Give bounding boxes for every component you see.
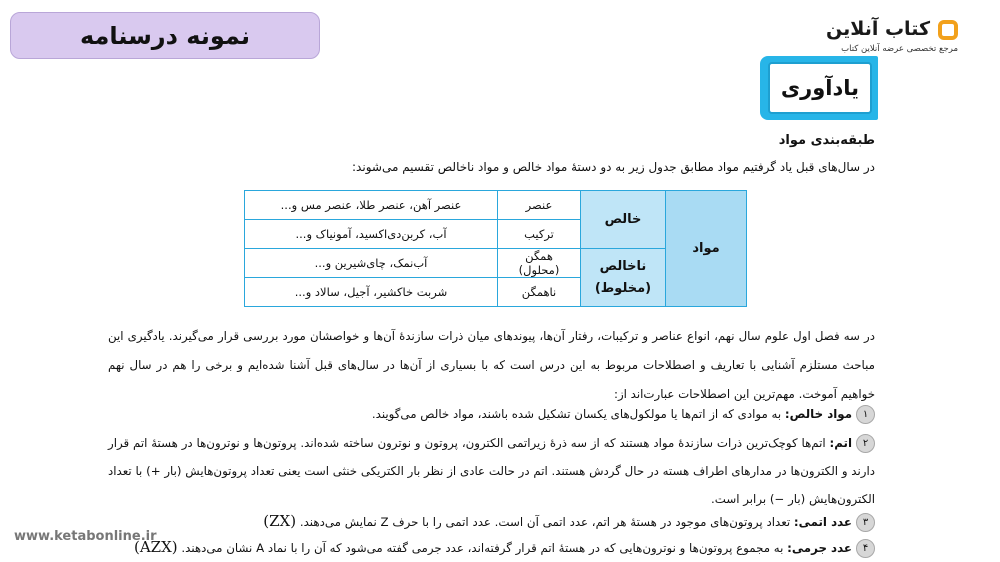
atomic-number-formula: (ZX) bbox=[263, 512, 297, 530]
intro-text: در سال‌های قبل یاد گرفتیم مواد مطابق جدول زیر به دو دستهٔ مواد خالص و مواد ناخالص تقسیم می‌شوند: bbox=[352, 160, 875, 174]
list-item bbox=[372, 405, 875, 424]
list-item bbox=[108, 429, 875, 513]
brand-tagline: مرجع تخصصی عرضه آنلاین کتاب bbox=[841, 44, 958, 54]
item-number: ۱ bbox=[856, 405, 875, 424]
table-cell-example: شربت خاکشیر، آجیل، سالاد و... bbox=[245, 278, 498, 307]
table-impure-label: ناخالص bbox=[599, 258, 647, 274]
intro-paragraph bbox=[108, 322, 875, 409]
table-cell-example: آب‌نمک، چای‌شیرین و... bbox=[245, 249, 498, 278]
list-item bbox=[134, 538, 875, 558]
table-cell-example: آب، کربن‌دی‌اکسید، آمونیاک و... bbox=[245, 220, 498, 249]
item-term: عدد جرمی: bbox=[787, 541, 852, 555]
item-text: تعداد پروتون‌های موجود در هستهٔ هر اتم، عدد اتمی آن است. عدد اتمی را با حرف Z نمایش می‌دهند. bbox=[299, 515, 794, 529]
table-cell-type: همگن (محلول) bbox=[498, 249, 581, 278]
table-root: مواد bbox=[666, 191, 747, 307]
mass-number-formula: (AZX) bbox=[133, 538, 178, 556]
table-cell-example: عنصر آهن، عنصر طلا، عنصر مس و... bbox=[245, 191, 498, 220]
table-impure-sublabel: (مخلوط) bbox=[594, 280, 652, 296]
classification-table bbox=[244, 190, 747, 307]
table-cell-type: عنصر bbox=[498, 191, 581, 220]
table-cell-type: ناهمگن bbox=[498, 278, 581, 307]
item-text: به موادی که از اتم‌ها یا مولکول‌های یکسان تشکیل شده باشند، مواد خالص می‌گویند. bbox=[371, 407, 785, 421]
section-title: طبقه‌بندی مواد bbox=[778, 133, 875, 148]
brand-name: کتاب آنلاین bbox=[826, 18, 930, 40]
item-number: ۴ bbox=[856, 539, 875, 558]
item-text: به مجموع پروتون‌ها و نوترون‌هایی که در هستهٔ اتم قرار گرفته‌اند، عدد جرمی گفته می‌شود که آن را با نماد A نشان می‌دهند. bbox=[181, 541, 788, 555]
recall-title: یادآوری bbox=[768, 62, 872, 114]
item-number: ۳ bbox=[856, 513, 875, 532]
table-cell-type: ترکیب bbox=[498, 220, 581, 249]
item-number: ۲ bbox=[856, 434, 875, 453]
table-pure: خالص bbox=[581, 191, 666, 249]
website-url[interactable]: www.ketabonline.ir bbox=[14, 529, 157, 544]
item-term: عدد اتمی: bbox=[793, 515, 852, 529]
brand-mark-icon bbox=[938, 20, 958, 40]
item-term: اتم: bbox=[829, 436, 852, 450]
sample-lesson-badge: نمونه درسنامه bbox=[10, 12, 320, 59]
item-text: اتم‌ها کوچک‌ترین ذرات سازندهٔ مواد هستند که از سه ذرهٔ زیراتمی الکترون، پروتون و نوترون ساخته شده‌اند. پروتون‌ها و نوترون‌ها در هستهٔ اتم قرار دارند و الکترون‌ها در مدارهای اطراف هسته در حال گردش هستند. اتم در حالت عادی از نظر بار الکتریکی خنثی است یعنی تعداد پروتون‌هایش (بار +) با تعداد الکترون‌هایش (بار −) برابر است. bbox=[108, 436, 875, 506]
list-item bbox=[263, 512, 875, 532]
item-term: مواد خالص: bbox=[784, 407, 852, 421]
paragraph-text: در سه فصل اول علوم سال نهم، انواع عناصر و ترکیبات، رفتار آن‌ها، پیوندهای میان ذرات سازندهٔ آن‌ها و خواصشان مورد بررسی قرار می‌گیرند. یادگیری این مباحث مستلزم آشنایی با تعاریف و اصطلاحات مربوط به این درس است که با بسیاری از آن‌ها در سال‌های قبل آشنا شده‌ایم و برخی را هم در سال نهم خواهیم آموخت. مهم‌ترین این اصطلاحات عبارت‌اند از: bbox=[108, 329, 875, 401]
table-impure bbox=[581, 249, 666, 307]
